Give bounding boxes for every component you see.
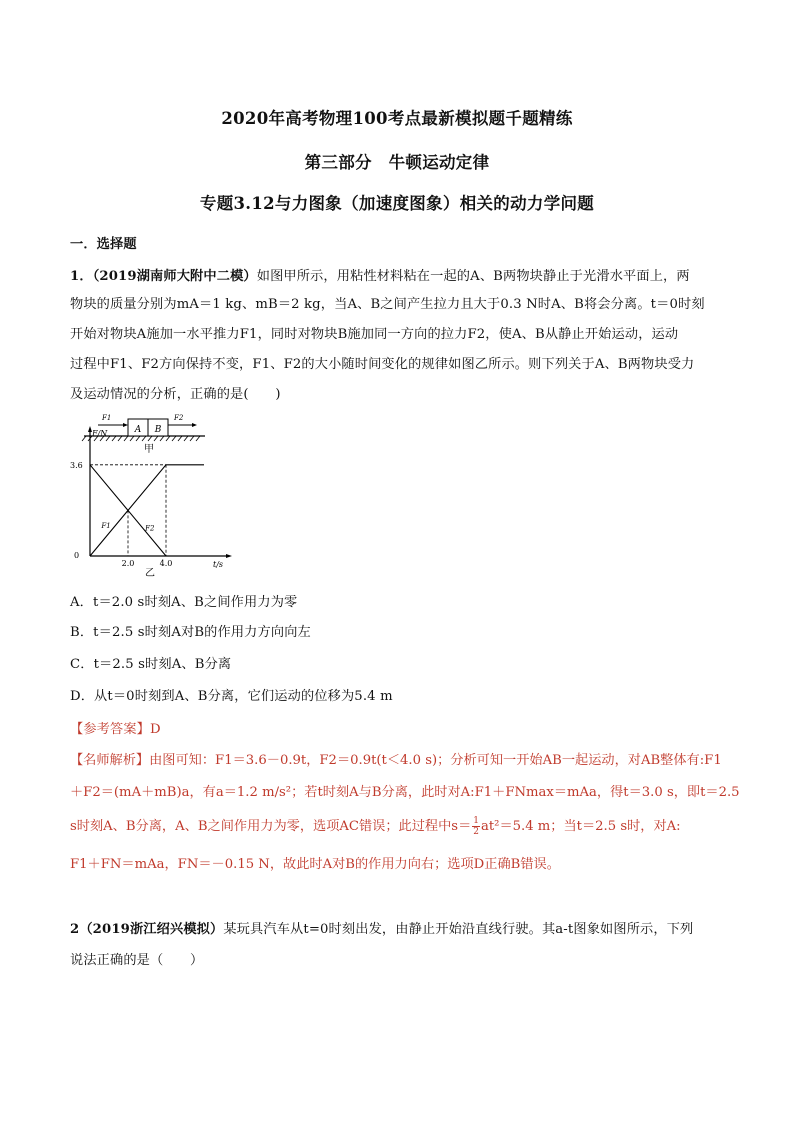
fraction-numerator: 1 <box>473 816 479 826</box>
fraction-denominator: 2 <box>473 827 479 837</box>
section-heading: 一．选择题 <box>70 237 137 252</box>
caption-yi: 乙 <box>145 568 155 579</box>
analysis-line-4: F1＋FN＝mAa，FN＝－0.15 N，故此时A对B的作用力向右；选项D正确B错误。 <box>70 857 560 872</box>
fraction-half <box>472 816 480 837</box>
q1-text: 如图甲所示，用粘性材料粘在一起的A、B两物块静止于光滑水平面上，两 <box>256 269 690 284</box>
label-b: B <box>154 425 162 435</box>
option-d: D．从t＝0时刻到A、B分离，它们运动的位移为5.4 m <box>70 689 393 704</box>
option-c: C．t＝2.5 s时刻A、B分离 <box>70 657 232 672</box>
q2-line-1 <box>70 918 730 937</box>
q2-line-2: 说法正确的是（ ） <box>70 953 204 968</box>
series-line-f2 <box>90 465 204 556</box>
series-label-f1: F1 <box>101 522 111 531</box>
caption-jia: 甲 <box>144 444 154 455</box>
y-axis-label: F/N <box>92 429 108 438</box>
analysis-line-3a: s时刻A、B分离，A、B之间作用力为零，选项AC错误；此过程中s＝ <box>70 819 472 834</box>
analysis-line-3 <box>70 815 730 837</box>
part-title: 第三部分 牛顿运动定律 <box>304 153 490 172</box>
q2-source: 2（2019浙江绍兴模拟） <box>70 922 224 937</box>
y-tick-label-max: 3.6 <box>70 460 83 470</box>
q1-line-1 <box>70 265 730 284</box>
x-axis-label: t/s <box>213 560 224 569</box>
x-tick-label-2: 2.0 <box>121 559 135 568</box>
q1-number: 1． <box>70 269 93 284</box>
series-label-f2: F2 <box>145 524 155 533</box>
q2-text: 某玩具汽车从t=0时刻出发，由静止开始沿直线行驶。其a-t图象如图所示，下列 <box>223 922 694 937</box>
analysis-line-1: 【名师解析】由图可知：F1＝3.6－0.9t，F2＝0.9t(t＜4.0 s)；分析可知一开始AB一起运动，对AB整体有:F1 <box>70 753 722 768</box>
document-title: 2020年高考物理100考点最新模拟题千题精练 <box>221 109 573 128</box>
label-f1-jia: F1 <box>102 414 112 422</box>
y-tick-label-0: 0 <box>74 551 80 560</box>
force-time-chart <box>70 422 240 582</box>
analysis-line-3b: at²＝5.4 m；当t＝2.5 s时，对A: <box>481 819 681 834</box>
option-b: B．t＝2.5 s时刻A对B的作用力方向向左 <box>70 625 311 640</box>
analysis-line-2: ＋F2＝(mA＋mB)a，有a＝1.2 m/s²；若t时刻A与B分离，此时对A:F1＋FNmax＝mAa，得t＝3.0 s，即t＝2.5 <box>70 785 740 800</box>
reference-answer: 【参考答案】D <box>70 722 161 737</box>
topic-title: 专题3.12与力图象（加速度图象）相关的动力学问题 <box>199 194 595 213</box>
q1-line-5: 及运动情况的分析，正确的是( ) <box>70 387 281 402</box>
x-tick-label-4: 4.0 <box>159 559 173 568</box>
label-a: A <box>134 425 142 435</box>
q1-line-3: 开始对物块A施加一水平推力F1，同时对物块B施加同一方向的拉力F2，使A、B从静止开始运动，运动 <box>70 327 679 342</box>
q1-line-2: 物块的质量分别为mA＝1 kg、mB＝2 kg，当A、B之间产生拉力且大于0.3 N时A、B将会分离。t＝0时刻 <box>70 297 705 312</box>
q1-line-4: 过程中F1、F2方向保持不变，F1、F2的大小随时间变化的规律如图乙所示。则下列关于A、B两物块受力 <box>70 357 695 372</box>
label-f2-jia: F2 <box>174 414 184 422</box>
q1-source: （2019湖南师大附中二模） <box>92 269 257 284</box>
option-a: A．t＝2.0 s时刻A、B之间作用力为零 <box>70 595 298 610</box>
